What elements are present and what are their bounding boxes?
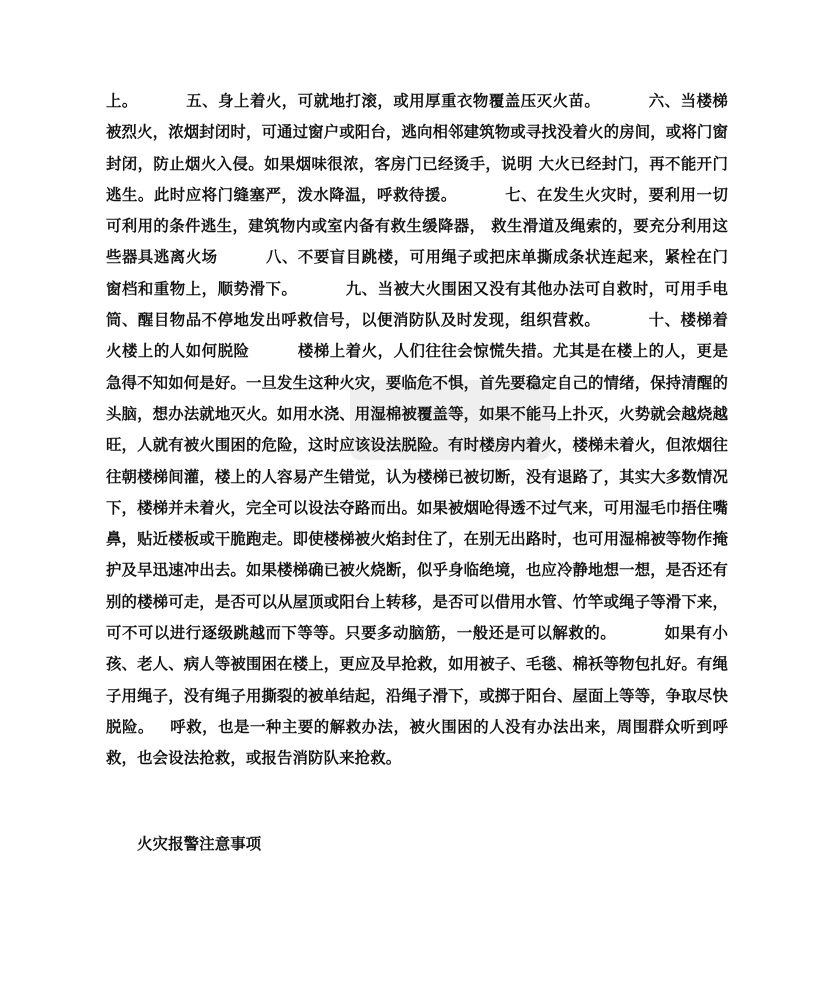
body-text [106, 86, 728, 775]
paragraph: 如果有小孩、老人、病人等被围困在楼上，更应及早抢救，如用被子、毛毯、棉袄等物包扎好。有绳子用绳子，没有绳子用撕裂的被单结起，沿绳子滑下，或掷于阳台、屋面上等等，争取尽快脱险。 [106, 624, 728, 736]
paragraph: 九、当被大火围困又没有其他办法可自救时，可用手电筒、醒目物品不停地发出呼救信号，以便消防队及时发现，组织营救。 [106, 279, 728, 330]
paragraph: 六、当楼梯被烈火，浓烟封闭时，可通过窗户或阳台，逃向相邻建筑物或寻找没着火的房间，或将门窗封闭，防止烟火入侵。如果烟味很浓，客房门已经烫手，说明 大火已经封门，再不能开门逃生。此时应将门缝塞严，泼水降温，呼救待援。 [106, 92, 728, 204]
paragraph: 呼救，也是一种主要的解救办法，被火围困的人没有办法出来，周围群众听到呼救，也会设法抢救，或报告消防队来抢救。 [106, 717, 728, 768]
paragraph: 八、不要盲目跳楼，可用绳子或把床单撕成条状连起来，紧栓在门窗档和重物上，顺势滑下。 [106, 248, 728, 298]
paragraph: 五、身上着火，可就地打滚，或用厚重衣物覆盖压灭火苗。 [185, 92, 601, 110]
paragraph: 七、在发生火灾时，要利用一切可利用的条件逃生，建筑物内或室内备有救生缓降器， 救生滑道及绳索的，要充分利用这些器具逃离火场 [106, 185, 728, 267]
section-heading: 火灾报警注意事项 [137, 835, 262, 853]
paragraph: 上。 [106, 92, 138, 110]
paragraph: 十、楼梯着火楼上的人如何脱险 [106, 311, 728, 361]
paragraph: 楼梯上着火，人们往往会惊慌失措。尤其是在楼上的人，更是急得不知如何是好。一旦发生这种火灾，要临危不惧，首先要稳定自己的情绪，保持清醒的头脑，想办法就地灭火。如用水浇、用湿棉被覆盖等，如果不能马上扑灭，火势就会越烧越旺，人就有被火围困的危险，这时应该设法脱险。有时楼房内着火，楼梯未着火，但浓烟往往朝楼梯间灌，楼上的人容易产生错觉，认为楼梯已被切断，没有退路了，其实大多数情况下，楼梯并未着火，完全可以设法夺路而出。如果被烟呛得透不过气来，可用湿毛巾捂住嘴鼻，贴近楼板或干脆跑走。即使楼梯被火焰封住了，在别无出路时，也可用湿棉被等物作掩护及早迅速冲出去。如果楼梯确已被火烧断，似乎身临绝境，也应冷静地想一想，是否还有别的楼梯可走，是否可以从屋顶或阳台上转移，是否可以借用水管、竹竿或绳子等滑下来，可不可以进行逐级跳越而下等等。只要多动脑筋，一般还是可以解救的。 [106, 342, 728, 643]
